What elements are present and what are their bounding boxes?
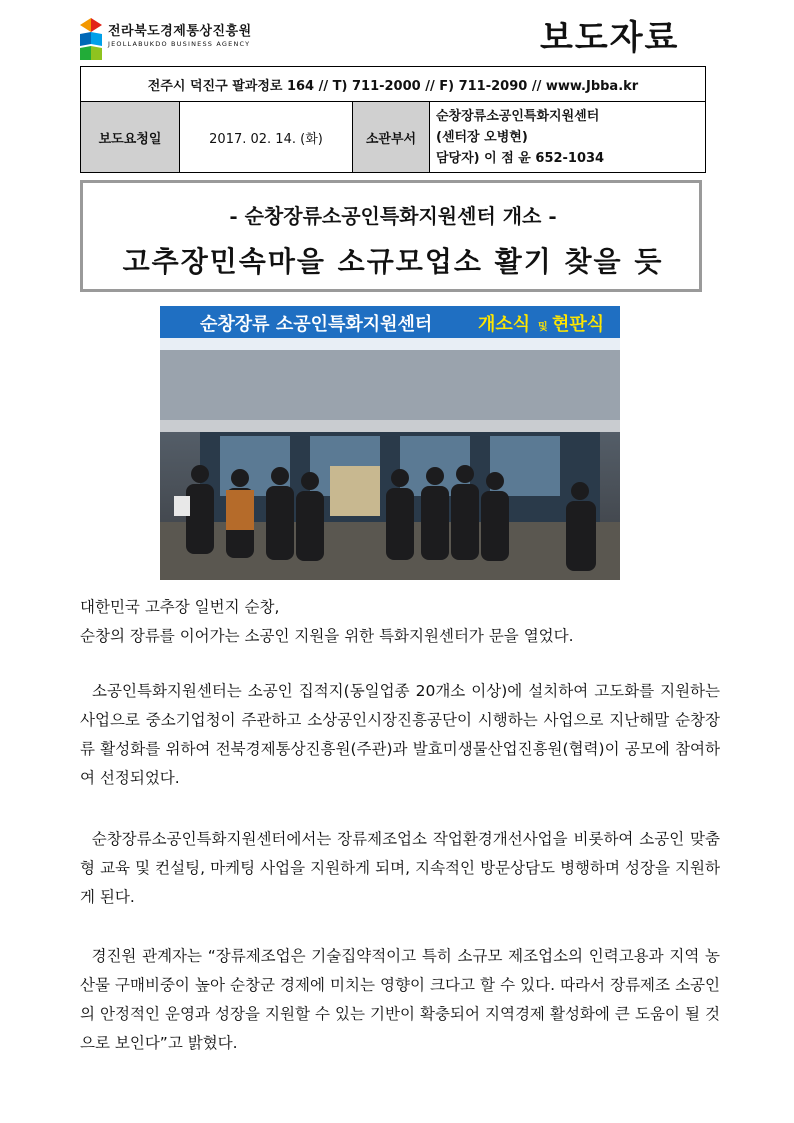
body-paragraph-3: 경진원 관계자는 “장류제조업은 기술집약적이고 특히 소규모 제조업소의 인력고용과 지역 농산물 구매비중이 높아 순창군 경제에 미치는 영향이 크다고 할 수 있다. 따라서 장류제조 소공인의 안정적인 운영과 성장을 지원할 수 있는 기반이 확충되어 지역경제 활성화에 큰 도움이 될 것으로 보인다”고 밝혔다. [80, 947, 720, 1052]
lead-paragraph [80, 593, 720, 651]
document-type-title: 보도자료 [540, 18, 680, 58]
banner-tail: 현판식 [552, 314, 605, 335]
article-subtitle: - 순창장류소공인특화지원센터 개소 - [229, 204, 557, 228]
contact-line: 전주시 덕진구 팔과정로 164 // T) 711-2000 // F) 711-2090 // www.Jbba.kr [81, 67, 706, 102]
opening-ceremony-photo [160, 306, 620, 580]
banner-small: 및 [538, 322, 548, 333]
lead-line: 대한민국 고추장 일번지 순창, [80, 598, 280, 616]
press-info-table [80, 66, 706, 173]
department-name: 순창장류소공인특화지원센터 [436, 108, 600, 124]
department-label: 소관부서 [353, 102, 430, 173]
banner-highlight: 개소식 [478, 314, 531, 335]
request-date-value: 2017. 02. 14. (화) [180, 102, 353, 173]
org-name-korean: 전라북도경제통상진흥원 [108, 24, 252, 39]
department-info [430, 102, 706, 173]
department-head: (센터장 오병현) [436, 129, 528, 145]
lead-line: 순창의 장류를 이어가는 소공인 지원을 위한 특화지원센터가 문을 열었다. [80, 627, 574, 645]
department-contact: 담당자) 이 점 윤 652-1034 [436, 150, 605, 166]
agency-logo-icon [78, 16, 104, 62]
article-headline: 고추장민속마을 소규모업소 활기 찾을 듯 [122, 245, 664, 278]
body-paragraph-1: 소공인특화지원센터는 소공인 집적지(동일업종 20개소 이상)에 설치하여 고도화를 지원하는 사업으로 중소기업청이 주관하고 소상공인시장진흥공단이 시행하는 사업으로 지난해말 순창장류 활성화를 위하여 전북경제통상진흥원(주관)과 발효미생물산업진흥원(협력)이 공모에 참여하여 선정되었다. [80, 682, 725, 787]
request-date-label: 보도요청일 [81, 102, 180, 173]
banner-text: 순창장류 소공인특화지원센터 [200, 314, 433, 335]
body-paragraph-2: 순창장류소공인특화지원센터에서는 장류제조업소 작업환경개선사업을 비롯하여 소공인 맞춤형 교육 및 컨설팅, 마케팅 사업을 지원하게 되며, 지속적인 방문상담도 병행하며 성장을 지원하게 된다. [80, 830, 720, 906]
org-name-english: JEOLLABUKDO BUSINESS AGENCY [108, 40, 251, 48]
